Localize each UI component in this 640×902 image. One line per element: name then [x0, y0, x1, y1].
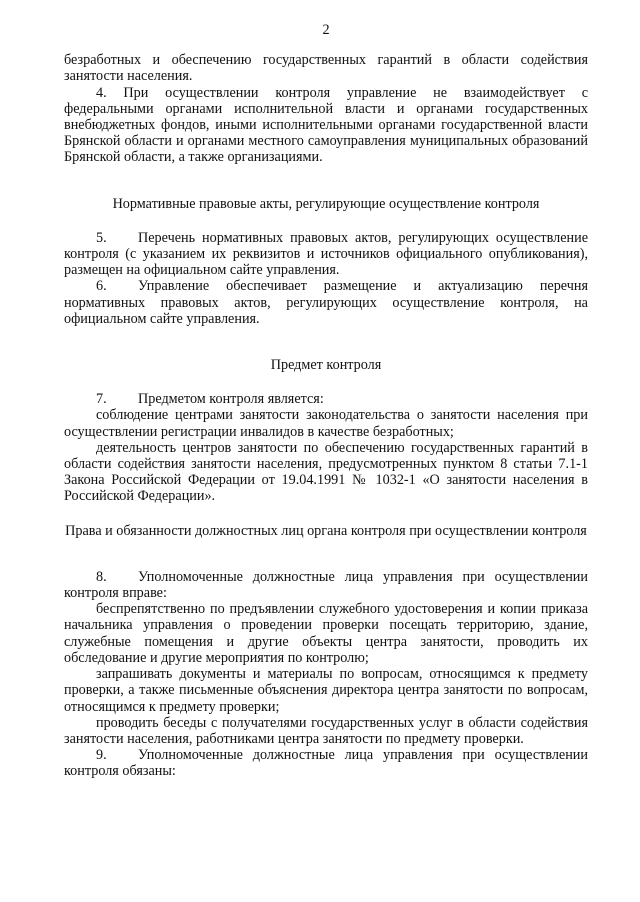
paragraph-4: 4. При осуществлении контроля управление не взаимодействует с федеральными органами исполнительной власти и органами государственных внебюджетных фондов, иными исполнительными органами государственной власти Брянской области и органами местного самоуправления муниципальных образований Брянской области, а также организациями. [64, 84, 588, 166]
paragraph-5 [64, 230, 588, 279]
paragraph-8-item-b: запрашивать документы и материалы по вопросам, относящимся к предмету проверки, а также письменные объяснения директора центра занятости по вопросам, относящимся к предмету проверки; [64, 666, 588, 715]
paragraph-7-text: Предметом контроля является: [138, 391, 324, 408]
paragraph-continuation: безработных и обеспечению государственных гарантий в области содействия занятости населения. [64, 52, 588, 85]
section-heading-rights-duties: Права и обязанности должностных лиц органа контроля при осуществлении контроля [65, 522, 587, 539]
paragraph-8 [64, 569, 588, 601]
paragraph-9-text: Уполномоченные должностные лица управления при осуществлении контроля обязаны: [64, 747, 588, 780]
paragraph-8-text: Уполномоченные должностные лица управления при осуществлении контроля вправе: [64, 568, 588, 602]
paragraph-8-item-c: проводить беседы с получателями государственных услуг в области содействия занятости населения, работниками центра занятости по предмету проверки. [64, 714, 588, 747]
section-heading-normative-acts: Нормативные правовые акты, регулирующие осуществление контроля [112, 195, 540, 212]
paragraph-7-number: 7. [96, 391, 107, 408]
paragraph-7 [64, 391, 588, 407]
paragraph-8-number: 8. [96, 568, 107, 585]
paragraph-9 [64, 747, 588, 779]
paragraph-5-number: 5. [96, 229, 107, 246]
paragraph-7-item-a: соблюдение центрами занятости законодательства о занятости населения при осуществлении регистрации инвалидов в качестве безработных; [64, 407, 588, 440]
paragraph-7-item-b: деятельность центров занятости по обеспечению государственных гарантий в области содействия занятости населения, предусмотренных пунктом 8 статьи 7.1-1 Закона Российской Федерации от 19.04.1991 № 1032-1 «О занятости населения в Российской Федерации». [64, 439, 588, 505]
paragraph-8-item-a: беспрепятственно по предъявлении служебного удостоверения и копии приказа начальника управления о проведении проверки посещать территорию, здание, служебные помещения и другие объекты центра занятости, проводить их обследование и другие мероприятия по контролю; [64, 601, 588, 666]
paragraph-6-number: 6. [96, 278, 107, 295]
paragraph-9-number: 9. [96, 747, 107, 764]
paragraph-6-text: Управление обеспечивает размещение и актуализацию перечня нормативных правовых актов, регулирующих осуществление контроля, на официальном сайте управления. [64, 278, 588, 327]
paragraph-5-text: Перечень нормативных правовых актов, регулирующих осуществление контроля (с указанием их реквизитов и источников официального опубликования), размещен на официальном сайте управления. [64, 229, 588, 279]
section-heading-subject: Предмет контроля [270, 357, 382, 374]
paragraph-6 [64, 278, 588, 327]
page-number: 2 [322, 22, 330, 38]
